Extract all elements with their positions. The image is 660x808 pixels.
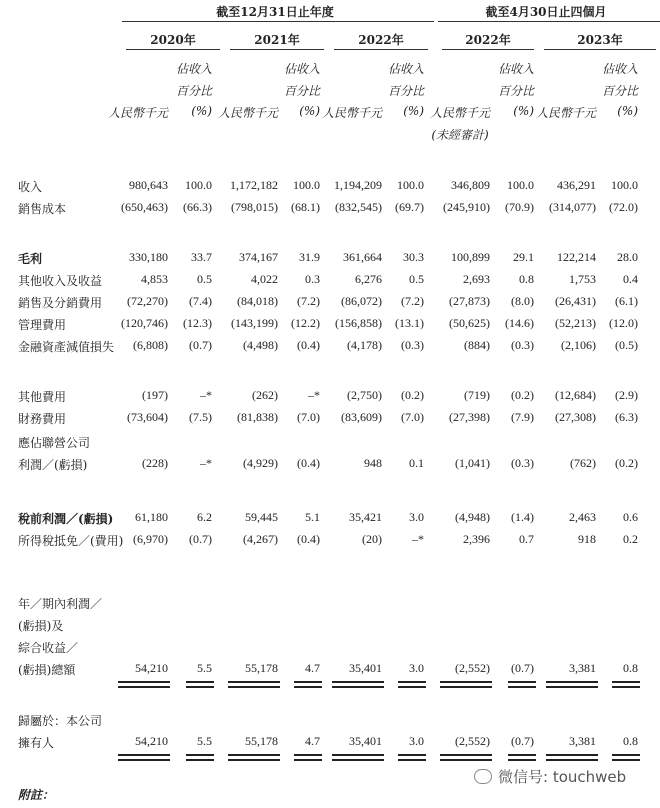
amount-cell: (228) xyxy=(142,456,168,470)
total-double-rule-bottom xyxy=(118,759,170,761)
amount-cell: 1,172,182 xyxy=(230,178,278,192)
row-label: 銷售成本 xyxy=(18,202,67,216)
amount-cell: (719) xyxy=(464,388,490,402)
row-label: 管理費用 xyxy=(18,318,67,332)
total-double-rule-top xyxy=(398,754,426,756)
percent-cell: (0.3) xyxy=(401,338,424,352)
total-double-rule-bottom xyxy=(440,686,492,688)
amount-cell: (2,552) xyxy=(455,661,490,675)
percent-cell: (70.9) xyxy=(505,200,534,214)
pct-header-line2: 百分比 xyxy=(283,84,320,98)
percent-cell: 100.0 xyxy=(507,178,534,192)
total-double-rule-bottom xyxy=(228,759,280,761)
row-label: 擁有人 xyxy=(18,736,55,750)
row-label: 綜合收益／ xyxy=(18,641,79,655)
unit-percent: (%) xyxy=(299,104,320,118)
amount-cell: 54,210 xyxy=(135,661,168,675)
percent-cell: (8.0) xyxy=(511,294,534,308)
total-double-rule-bottom xyxy=(332,686,384,688)
row-label: 應佔聯營公司 xyxy=(18,436,91,450)
amount-cell: 1,753 xyxy=(569,272,596,286)
percent-cell: 5.5 xyxy=(197,734,212,748)
row-label: 稅前利潤／(虧損) xyxy=(18,512,114,526)
row-label: 所得稅抵免／(費用) xyxy=(18,534,124,548)
watermark xyxy=(464,766,654,788)
row-label: 毛利 xyxy=(18,252,43,266)
total-double-rule-bottom xyxy=(440,759,492,761)
percent-cell: (0.4) xyxy=(297,532,320,546)
percent-cell: 100.0 xyxy=(611,178,638,192)
percent-cell: –* xyxy=(308,388,320,402)
amount-cell: (26,431) xyxy=(555,294,596,308)
row-label: 財務費用 xyxy=(18,412,67,426)
amount-cell: (20) xyxy=(362,532,382,546)
group-header-four-months: 截至4月30日止四個月 xyxy=(485,5,607,19)
percent-cell: –* xyxy=(200,456,212,470)
amount-cell: (2,552) xyxy=(455,734,490,748)
amount-cell: (27,308) xyxy=(555,410,596,424)
amount-cell: 4,853 xyxy=(141,272,168,286)
pct-header-line1: 佔收入 xyxy=(387,62,424,76)
group-header-rule-2 xyxy=(438,21,660,22)
total-double-rule-top xyxy=(294,754,322,756)
percent-cell: (0.7) xyxy=(511,661,534,675)
percent-cell: 5.5 xyxy=(197,661,212,675)
total-double-rule-bottom xyxy=(612,686,640,688)
unit-percent: (%) xyxy=(513,104,534,118)
year-header-rule xyxy=(230,49,324,50)
percent-cell: 0.3 xyxy=(305,272,320,286)
amount-cell: 3,381 xyxy=(569,734,596,748)
amount-cell: 1,194,209 xyxy=(334,178,382,192)
group-header-year-end: 截至12月31日止年度 xyxy=(216,5,334,19)
amount-cell: 6,276 xyxy=(355,272,382,286)
total-double-rule-bottom xyxy=(186,759,214,761)
percent-cell: (7.9) xyxy=(511,410,534,424)
unit-percent: (%) xyxy=(191,104,212,118)
amount-cell: 361,664 xyxy=(343,250,382,264)
year-header-rule xyxy=(442,49,534,50)
total-double-rule-top xyxy=(228,681,280,683)
percent-cell: (7.2) xyxy=(401,294,424,308)
unit-amount: 人民幣千元 xyxy=(429,106,490,120)
percent-cell: (0.2) xyxy=(401,388,424,402)
amount-cell: 35,401 xyxy=(349,661,382,675)
pct-header-line1: 佔收入 xyxy=(497,62,534,76)
percent-cell: 0.4 xyxy=(623,272,638,286)
total-double-rule-top xyxy=(118,754,170,756)
amount-cell: (83,609) xyxy=(341,410,382,424)
percent-cell: 0.8 xyxy=(519,272,534,286)
percent-cell: 0.8 xyxy=(623,734,638,748)
pct-header-line2: 百分比 xyxy=(601,84,638,98)
percent-cell: (72.0) xyxy=(609,200,638,214)
row-label: (虧損)總額 xyxy=(18,663,76,677)
amount-cell: (4,178) xyxy=(347,338,382,352)
total-double-rule-bottom xyxy=(118,686,170,688)
amount-cell: 374,167 xyxy=(239,250,278,264)
percent-cell: 0.5 xyxy=(197,272,212,286)
total-double-rule-top xyxy=(186,681,214,683)
year-header-rule xyxy=(126,49,220,50)
percent-cell: (0.7) xyxy=(511,734,534,748)
percent-cell: 31.9 xyxy=(299,250,320,264)
unit-percent: (%) xyxy=(403,104,424,118)
amount-cell: 122,214 xyxy=(557,250,596,264)
percent-cell: (6.1) xyxy=(615,294,638,308)
amount-cell: 100,899 xyxy=(451,250,490,264)
watermark-text: 微信号: touchweb xyxy=(498,768,627,786)
total-double-rule-top xyxy=(440,754,492,756)
percent-cell: (12.2) xyxy=(291,316,320,330)
amount-cell: (4,929) xyxy=(243,456,278,470)
total-double-rule-top xyxy=(228,754,280,756)
total-double-rule-bottom xyxy=(398,759,426,761)
percent-cell: 3.0 xyxy=(409,510,424,524)
amount-cell: 4,022 xyxy=(251,272,278,286)
percent-cell: 0.7 xyxy=(519,532,534,546)
amount-cell: 330,180 xyxy=(129,250,168,264)
amount-cell: (12,684) xyxy=(555,388,596,402)
percent-cell: 4.7 xyxy=(305,734,320,748)
amount-cell: (884) xyxy=(464,338,490,352)
total-double-rule-bottom xyxy=(508,759,536,761)
amount-cell: (4,948) xyxy=(455,510,490,524)
group-header-rule-1 xyxy=(122,21,434,22)
amount-cell: (27,398) xyxy=(449,410,490,424)
amount-cell: 55,178 xyxy=(245,734,278,748)
amount-cell: 59,445 xyxy=(245,510,278,524)
percent-cell: 3.0 xyxy=(409,661,424,675)
total-double-rule-top xyxy=(440,681,492,683)
amount-cell: 2,463 xyxy=(569,510,596,524)
percent-cell: (12.3) xyxy=(183,316,212,330)
amount-cell: 55,178 xyxy=(245,661,278,675)
year-header: 2020年 xyxy=(150,33,196,47)
percent-cell: 28.0 xyxy=(617,250,638,264)
percent-cell: 0.6 xyxy=(623,510,638,524)
amount-cell: (6,808) xyxy=(133,338,168,352)
percent-cell: 0.2 xyxy=(623,532,638,546)
total-double-rule-top xyxy=(612,681,640,683)
amount-cell: (4,267) xyxy=(243,532,278,546)
percent-cell: 30.3 xyxy=(403,250,424,264)
percent-cell: (0.2) xyxy=(615,456,638,470)
total-double-rule-bottom xyxy=(508,686,536,688)
percent-cell: (0.7) xyxy=(189,338,212,352)
row-label: 金融資產減值損失 xyxy=(18,340,115,354)
amount-cell: (84,018) xyxy=(237,294,278,308)
amount-cell: (798,015) xyxy=(231,200,278,214)
amount-cell: (72,270) xyxy=(127,294,168,308)
amount-cell: (245,910) xyxy=(443,200,490,214)
percent-cell: (13.1) xyxy=(395,316,424,330)
year-header: 2023年 xyxy=(577,33,623,47)
footnote-label: 附註： xyxy=(18,788,55,802)
total-double-rule-bottom xyxy=(612,759,640,761)
percent-cell: 0.8 xyxy=(623,661,638,675)
percent-cell: (68.1) xyxy=(291,200,320,214)
percent-cell: 0.5 xyxy=(409,272,424,286)
percent-cell: (1.4) xyxy=(511,510,534,524)
pct-header-line1: 佔收入 xyxy=(283,62,320,76)
pct-header-line1: 佔收入 xyxy=(601,62,638,76)
row-label: 其他費用 xyxy=(18,390,67,404)
percent-cell: 5.1 xyxy=(305,510,320,524)
percent-cell: 6.2 xyxy=(197,510,212,524)
amount-cell: 2,396 xyxy=(463,532,490,546)
amount-cell: (81,838) xyxy=(237,410,278,424)
amount-cell: (314,077) xyxy=(549,200,596,214)
pct-header-line2: 百分比 xyxy=(497,84,534,98)
row-label: 其他收入及收益 xyxy=(18,274,103,288)
amount-cell: (156,858) xyxy=(335,316,382,330)
amount-cell: 346,809 xyxy=(451,178,490,192)
total-double-rule-bottom xyxy=(186,686,214,688)
total-double-rule-top xyxy=(118,681,170,683)
percent-cell: (69.7) xyxy=(395,200,424,214)
total-double-rule-bottom xyxy=(546,686,598,688)
amount-cell: (2,106) xyxy=(561,338,596,352)
percent-cell: (0.3) xyxy=(511,456,534,470)
pct-header-line1: 佔收入 xyxy=(175,62,212,76)
percent-cell: (7.2) xyxy=(297,294,320,308)
row-label: 年／期內利潤／ xyxy=(18,597,103,611)
row-label: 利潤／(虧損) xyxy=(18,458,88,472)
percent-cell: 100.0 xyxy=(185,178,212,192)
amount-cell: (762) xyxy=(570,456,596,470)
amount-cell: 436,291 xyxy=(557,178,596,192)
amount-cell: (50,625) xyxy=(449,316,490,330)
percent-cell: (0.4) xyxy=(297,456,320,470)
percent-cell: 0.1 xyxy=(409,456,424,470)
percent-cell: (6.3) xyxy=(615,410,638,424)
amount-cell: 948 xyxy=(364,456,382,470)
percent-cell: (0.7) xyxy=(189,532,212,546)
percent-cell: (0.2) xyxy=(511,388,534,402)
year-header: 2022年 xyxy=(358,33,404,47)
amount-cell: 61,180 xyxy=(135,510,168,524)
year-header-rule xyxy=(544,49,656,50)
wechat-icon xyxy=(474,769,492,784)
percent-cell: 100.0 xyxy=(293,178,320,192)
percent-cell: –* xyxy=(200,388,212,402)
amount-cell: (197) xyxy=(142,388,168,402)
amount-cell: (650,463) xyxy=(121,200,168,214)
percent-cell: (2.9) xyxy=(615,388,638,402)
percent-cell: (0.3) xyxy=(511,338,534,352)
percent-cell: (7.0) xyxy=(401,410,424,424)
row-label: 銷售及分銷費用 xyxy=(18,296,103,310)
row-label: 收入 xyxy=(18,180,43,194)
year-header: 2021年 xyxy=(254,33,300,47)
percent-cell: (0.4) xyxy=(297,338,320,352)
percent-cell: 3.0 xyxy=(409,734,424,748)
year-header: 2022年 xyxy=(465,33,511,47)
total-double-rule-top xyxy=(398,681,426,683)
amount-cell: (262) xyxy=(252,388,278,402)
total-double-rule-bottom xyxy=(332,759,384,761)
total-double-rule-bottom xyxy=(398,686,426,688)
percent-cell: (0.5) xyxy=(615,338,638,352)
total-double-rule-top xyxy=(332,681,384,683)
total-double-rule-bottom xyxy=(228,686,280,688)
amount-cell: 980,643 xyxy=(129,178,168,192)
percent-cell: –* xyxy=(412,532,424,546)
amount-cell: (52,213) xyxy=(555,316,596,330)
percent-cell: (14.6) xyxy=(505,316,534,330)
unit-amount: 人民幣千元 xyxy=(321,106,382,120)
amount-cell: (86,072) xyxy=(341,294,382,308)
percent-cell: 100.0 xyxy=(397,178,424,192)
amount-cell: 918 xyxy=(578,532,596,546)
amount-cell: (120,746) xyxy=(121,316,168,330)
amount-cell: (1,041) xyxy=(455,456,490,470)
amount-cell: 3,381 xyxy=(569,661,596,675)
amount-cell: (4,498) xyxy=(243,338,278,352)
amount-cell: 35,401 xyxy=(349,734,382,748)
total-double-rule-bottom xyxy=(546,759,598,761)
unit-percent: (%) xyxy=(617,104,638,118)
percent-cell: (7.4) xyxy=(189,294,212,308)
percent-cell: (66.3) xyxy=(183,200,212,214)
pct-header-line2: 百分比 xyxy=(175,84,212,98)
total-double-rule-bottom xyxy=(294,759,322,761)
amount-cell: (832,545) xyxy=(335,200,382,214)
year-header-rule xyxy=(334,49,428,50)
amount-cell: 54,210 xyxy=(135,734,168,748)
total-double-rule-top xyxy=(332,754,384,756)
total-double-rule-top xyxy=(294,681,322,683)
total-double-rule-top xyxy=(186,754,214,756)
total-double-rule-top xyxy=(508,681,536,683)
row-label: (虧損)及 xyxy=(18,619,64,633)
unit-amount: 人民幣千元 xyxy=(107,106,168,120)
amount-cell: (73,604) xyxy=(127,410,168,424)
percent-cell: 4.7 xyxy=(305,661,320,675)
percent-cell: 29.1 xyxy=(513,250,534,264)
pct-header-line2: 百分比 xyxy=(387,84,424,98)
amount-cell: (6,970) xyxy=(133,532,168,546)
percent-cell: (7.5) xyxy=(189,410,212,424)
total-double-rule-top xyxy=(546,681,598,683)
unit-amount: 人民幣千元 xyxy=(535,106,596,120)
amount-cell: 35,421 xyxy=(349,510,382,524)
total-double-rule-bottom xyxy=(294,686,322,688)
total-double-rule-top xyxy=(508,754,536,756)
unaudited-note: (未經審計) xyxy=(431,128,489,142)
row-label: 歸屬於：本公司 xyxy=(18,714,103,728)
amount-cell: (27,873) xyxy=(449,294,490,308)
total-double-rule-top xyxy=(546,754,598,756)
unit-amount: 人民幣千元 xyxy=(217,106,278,120)
amount-cell: (2,750) xyxy=(347,388,382,402)
amount-cell: 2,693 xyxy=(463,272,490,286)
amount-cell: (143,199) xyxy=(231,316,278,330)
percent-cell: 33.7 xyxy=(191,250,212,264)
total-double-rule-top xyxy=(612,754,640,756)
percent-cell: (7.0) xyxy=(297,410,320,424)
percent-cell: (12.0) xyxy=(609,316,638,330)
